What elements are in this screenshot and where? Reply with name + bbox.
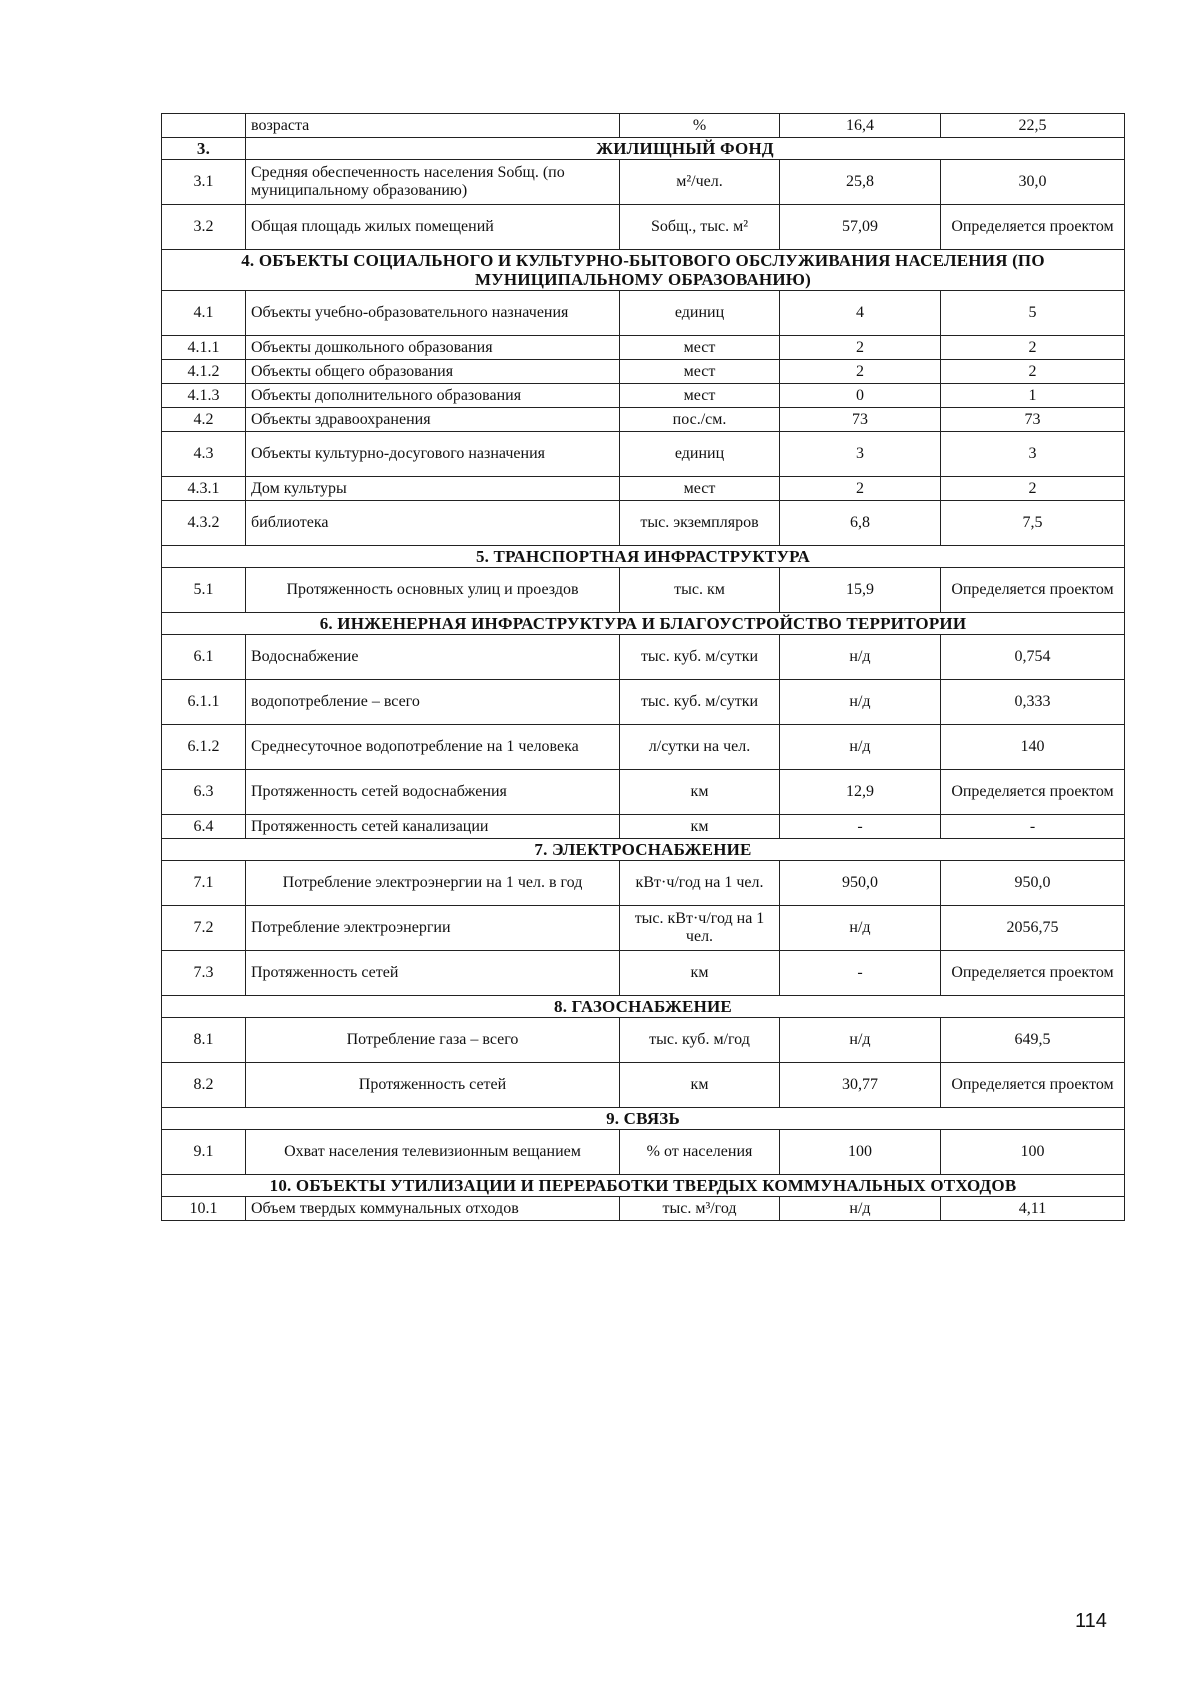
row-number: 3.2 <box>162 205 246 250</box>
row-number: 7.1 <box>162 861 246 906</box>
section-title: 5. ТРАНСПОРТНАЯ ИНФРАСТРУКТУРА <box>162 546 1125 568</box>
row-number: 6.4 <box>162 815 246 839</box>
unit-of-measure: кВт·ч/год на 1 чел. <box>620 861 780 906</box>
unit-of-measure: % <box>620 114 780 138</box>
indicator-name: водопотребление – всего <box>246 680 620 725</box>
indicator-name: Объекты здравоохранения <box>246 408 620 432</box>
target-value: Определяется проектом <box>941 205 1125 250</box>
row-number: 6.3 <box>162 770 246 815</box>
indicator-name: Среднесуточное водопотребление на 1 человека <box>246 725 620 770</box>
current-value: 2 <box>780 360 941 384</box>
unit-of-measure: мест <box>620 477 780 501</box>
table-row <box>162 635 1125 680</box>
table-row <box>162 432 1125 477</box>
unit-of-measure: тыс. экземпляров <box>620 501 780 546</box>
target-value: 140 <box>941 725 1125 770</box>
row-number: 10.1 <box>162 1197 246 1221</box>
target-value: 950,0 <box>941 861 1125 906</box>
unit-of-measure: единиц <box>620 291 780 336</box>
current-value: 16,4 <box>780 114 941 138</box>
indicator-name: Дом культуры <box>246 477 620 501</box>
table-row <box>162 291 1125 336</box>
indicator-name: Протяженность сетей <box>246 1063 620 1108</box>
unit-of-measure: км <box>620 770 780 815</box>
row-number: 5.1 <box>162 568 246 613</box>
section-title: 7. ЭЛЕКТРОСНАБЖЕНИЕ <box>162 839 1125 861</box>
table-row <box>162 951 1125 996</box>
target-value: 22,5 <box>941 114 1125 138</box>
target-value: - <box>941 815 1125 839</box>
current-value: н/д <box>780 635 941 680</box>
section-title: 8. ГАЗОСНАБЖЕНИЕ <box>162 996 1125 1018</box>
unit-of-measure: м²/чел. <box>620 160 780 205</box>
target-value: Определяется проектом <box>941 951 1125 996</box>
current-value: 25,8 <box>780 160 941 205</box>
row-number: 4.1.2 <box>162 360 246 384</box>
table-row <box>162 568 1125 613</box>
row-number: 7.2 <box>162 906 246 951</box>
row-number: 6.1.2 <box>162 725 246 770</box>
current-value: 3 <box>780 432 941 477</box>
unit-of-measure: тыс. куб. м/сутки <box>620 635 780 680</box>
section-row <box>162 1175 1125 1197</box>
section-number: 3. <box>162 138 246 160</box>
unit-of-measure: мест <box>620 360 780 384</box>
unit-of-measure: мест <box>620 384 780 408</box>
row-number: 4.1 <box>162 291 246 336</box>
row-number: 4.2 <box>162 408 246 432</box>
current-value: 57,09 <box>780 205 941 250</box>
indicator-name: Объекты учебно-образовательного назначения <box>246 291 620 336</box>
row-number: 3.1 <box>162 160 246 205</box>
unit-of-measure: тыс. м³/год <box>620 1197 780 1221</box>
indicator-name: Потребление электроэнергии <box>246 906 620 951</box>
table-row <box>162 1197 1125 1221</box>
section-row <box>162 138 1125 160</box>
target-value: 1 <box>941 384 1125 408</box>
section-row <box>162 839 1125 861</box>
current-value: 12,9 <box>780 770 941 815</box>
section-row <box>162 250 1125 291</box>
current-value: н/д <box>780 1018 941 1063</box>
table-row <box>162 1130 1125 1175</box>
table-row <box>162 336 1125 360</box>
unit-of-measure: пос./см. <box>620 408 780 432</box>
table-row <box>162 861 1125 906</box>
target-value: 2 <box>941 477 1125 501</box>
target-value: 4,11 <box>941 1197 1125 1221</box>
table-row <box>162 815 1125 839</box>
indicator-name: Протяженность сетей водоснабжения <box>246 770 620 815</box>
target-value: 100 <box>941 1130 1125 1175</box>
indicator-name: Потребление электроэнергии на 1 чел. в год <box>246 861 620 906</box>
unit-of-measure: км <box>620 1063 780 1108</box>
section-row <box>162 546 1125 568</box>
row-number: 7.3 <box>162 951 246 996</box>
table-row <box>162 160 1125 205</box>
table-row <box>162 680 1125 725</box>
unit-of-measure: тыс. куб. м/сутки <box>620 680 780 725</box>
row-number: 6.1.1 <box>162 680 246 725</box>
table-row <box>162 1063 1125 1108</box>
row-number: 4.3 <box>162 432 246 477</box>
current-value: 950,0 <box>780 861 941 906</box>
table-row <box>162 725 1125 770</box>
indicator-name: Объем твердых коммунальных отходов <box>246 1197 620 1221</box>
target-value: 0,754 <box>941 635 1125 680</box>
current-value: 73 <box>780 408 941 432</box>
current-value: 100 <box>780 1130 941 1175</box>
table-row <box>162 384 1125 408</box>
target-value: 73 <box>941 408 1125 432</box>
indicator-name: Протяженность сетей <box>246 951 620 996</box>
unit-of-measure: км <box>620 815 780 839</box>
row-number: 6.1 <box>162 635 246 680</box>
current-value: н/д <box>780 725 941 770</box>
indicator-name: Объекты культурно-досугового назначения <box>246 432 620 477</box>
indicator-name: Потребление газа – всего <box>246 1018 620 1063</box>
indicator-name: возраста <box>246 114 620 138</box>
current-value: - <box>780 815 941 839</box>
current-value: 2 <box>780 336 941 360</box>
row-number: 4.1.3 <box>162 384 246 408</box>
table-row <box>162 408 1125 432</box>
indicators-table <box>161 113 1125 1221</box>
indicator-name: Средняя обеспеченность населения Sобщ. (по муниципальному образованию) <box>246 160 620 205</box>
unit-of-measure: мест <box>620 336 780 360</box>
table-row <box>162 114 1125 138</box>
section-row <box>162 613 1125 635</box>
target-value: 3 <box>941 432 1125 477</box>
section-title: 4. ОБЪЕКТЫ СОЦИАЛЬНОГО И КУЛЬТУРНО-БЫТОВОГО ОБСЛУЖИВАНИЯ НАСЕЛЕНИЯ (ПО МУНИЦИПАЛЬНОМУ ОБРАЗОВАНИЮ) <box>162 250 1125 291</box>
row-number: 4.1.1 <box>162 336 246 360</box>
target-value: Определяется проектом <box>941 568 1125 613</box>
table-row <box>162 1018 1125 1063</box>
target-value: 30,0 <box>941 160 1125 205</box>
current-value: 2 <box>780 477 941 501</box>
section-row <box>162 1108 1125 1130</box>
section-title: ЖИЛИЩНЫЙ ФОНД <box>246 138 1125 160</box>
table-row <box>162 906 1125 951</box>
table-row <box>162 205 1125 250</box>
unit-of-measure: Sобщ., тыс. м² <box>620 205 780 250</box>
current-value: н/д <box>780 906 941 951</box>
target-value: 2 <box>941 360 1125 384</box>
row-number: 4.3.2 <box>162 501 246 546</box>
table-row <box>162 501 1125 546</box>
unit-of-measure: км <box>620 951 780 996</box>
row-number: 9.1 <box>162 1130 246 1175</box>
target-value: Определяется проектом <box>941 1063 1125 1108</box>
indicator-name: Объекты дополнительного образования <box>246 384 620 408</box>
target-value: 5 <box>941 291 1125 336</box>
current-value: 6,8 <box>780 501 941 546</box>
unit-of-measure: тыс. кВт·ч/год на 1 чел. <box>620 906 780 951</box>
row-number <box>162 114 246 138</box>
unit-of-measure: л/сутки на чел. <box>620 725 780 770</box>
current-value: н/д <box>780 1197 941 1221</box>
section-row <box>162 996 1125 1018</box>
unit-of-measure: тыс. км <box>620 568 780 613</box>
indicator-name: Объекты общего образования <box>246 360 620 384</box>
indicator-name: Общая площадь жилых помещений <box>246 205 620 250</box>
table-row <box>162 770 1125 815</box>
section-title: 10. ОБЪЕКТЫ УТИЛИЗАЦИИ И ПЕРЕРАБОТКИ ТВЕРДЫХ КОММУНАЛЬНЫХ ОТХОДОВ <box>162 1175 1125 1197</box>
indicator-name: Водоснабжение <box>246 635 620 680</box>
current-value: 4 <box>780 291 941 336</box>
table-row <box>162 477 1125 501</box>
indicator-name: Протяженность основных улиц и проездов <box>246 568 620 613</box>
current-value: 0 <box>780 384 941 408</box>
target-value: 2056,75 <box>941 906 1125 951</box>
target-value: Определяется проектом <box>941 770 1125 815</box>
row-number: 8.1 <box>162 1018 246 1063</box>
section-title: 9. СВЯЗЬ <box>162 1108 1125 1130</box>
unit-of-measure: единиц <box>620 432 780 477</box>
current-value: - <box>780 951 941 996</box>
indicator-name: библиотека <box>246 501 620 546</box>
target-value: 649,5 <box>941 1018 1125 1063</box>
target-value: 7,5 <box>941 501 1125 546</box>
unit-of-measure: тыс. куб. м/год <box>620 1018 780 1063</box>
indicator-name: Охват населения телевизионным вещанием <box>246 1130 620 1175</box>
current-value: н/д <box>780 680 941 725</box>
row-number: 8.2 <box>162 1063 246 1108</box>
target-value: 2 <box>941 336 1125 360</box>
current-value: 30,77 <box>780 1063 941 1108</box>
table-row <box>162 360 1125 384</box>
indicator-name: Протяженность сетей канализации <box>246 815 620 839</box>
row-number: 4.3.1 <box>162 477 246 501</box>
indicator-name: Объекты дошкольного образования <box>246 336 620 360</box>
target-value: 0,333 <box>941 680 1125 725</box>
current-value: 15,9 <box>780 568 941 613</box>
page-number: 114 <box>1075 1610 1107 1632</box>
section-title: 6. ИНЖЕНЕРНАЯ ИНФРАСТРУКТУРА И БЛАГОУСТРОЙСТВО ТЕРРИТОРИИ <box>162 613 1125 635</box>
unit-of-measure: % от населения <box>620 1130 780 1175</box>
